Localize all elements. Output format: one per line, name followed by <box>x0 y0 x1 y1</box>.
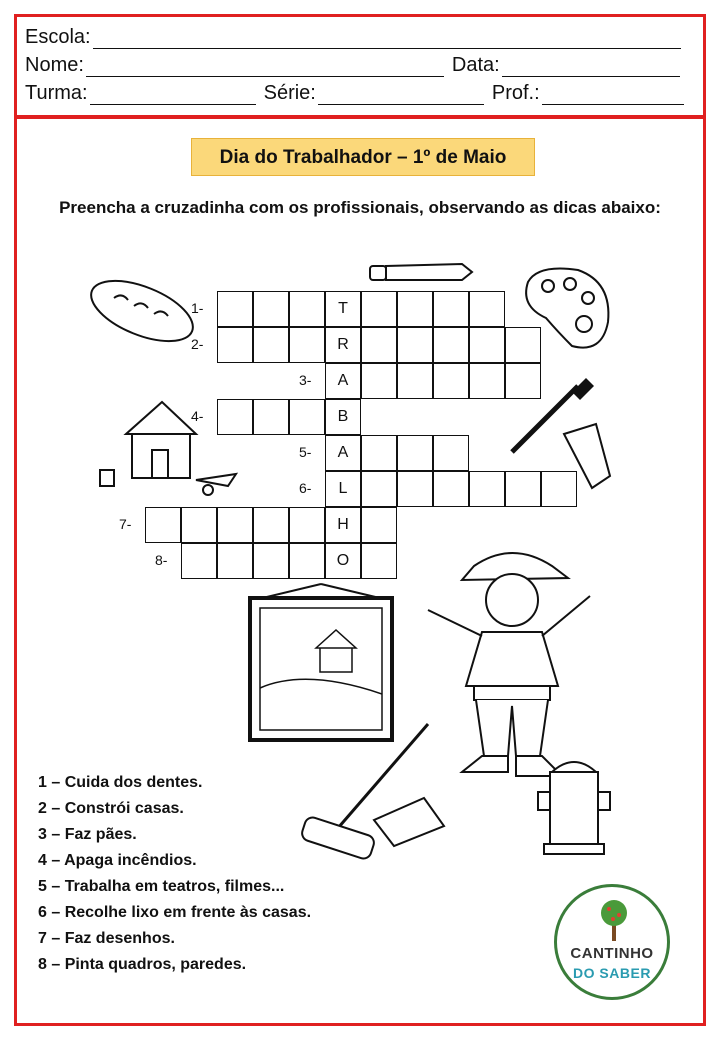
logo-line1: CANTINHO <box>570 945 654 962</box>
escola-line <box>25 26 681 49</box>
serie-field[interactable] <box>318 86 484 105</box>
nome-line <box>25 54 680 77</box>
clue-item: 4 – Apaga incêndios. <box>38 852 197 869</box>
crossword-key-cell: L <box>325 471 361 507</box>
clue-item: 6 – Recolhe lixo em frente às casas. <box>38 904 312 921</box>
crossword-key-cell: R <box>325 327 361 363</box>
clue-item: 5 – Trabalha em teatros, filmes... <box>38 878 285 895</box>
crossword-row-label: 5- <box>299 444 312 460</box>
house-construction-icon <box>96 394 246 498</box>
crossword-key-cell: A <box>325 363 361 399</box>
palette-icon <box>518 262 616 358</box>
fire-hydrant-icon <box>534 752 616 856</box>
crossword-row-label: 2- <box>191 336 204 352</box>
crossword-row-label: 6- <box>299 480 312 496</box>
clue-item: 7 – Faz desenhos. <box>38 930 175 947</box>
turma-field[interactable] <box>90 86 256 105</box>
crossword-key-cell: A <box>325 435 361 471</box>
escola-field[interactable] <box>93 30 681 49</box>
crossword-key-cell: H <box>325 507 361 543</box>
paintbrush-icon <box>506 376 618 494</box>
crossword-key-cell: O <box>325 543 361 579</box>
page-title: Dia do Trabalhador – 1º de Maio <box>191 138 535 176</box>
crossword-row-label: 7- <box>119 516 132 532</box>
paint-roller-icon <box>298 718 448 864</box>
turma-label: Turma: <box>25 82 88 104</box>
crossword-row-label: 8- <box>155 552 168 568</box>
clue-item: 1 – Cuida dos dentes. <box>38 774 203 791</box>
turma-line <box>25 82 684 105</box>
data-label: Data: <box>451 54 500 76</box>
crossword-key-cell: T <box>325 291 361 327</box>
data-field[interactable] <box>502 58 680 77</box>
logo-line2: DO SABER <box>573 965 651 981</box>
crossword-row-label: 4- <box>191 408 204 424</box>
nome-label: Nome: <box>25 54 84 76</box>
clue-item: 3 – Faz pães. <box>38 826 137 843</box>
nome-field[interactable] <box>86 58 444 77</box>
crossword-row-label: 3- <box>299 372 312 388</box>
bread-icon <box>84 276 200 346</box>
prof-field[interactable] <box>542 86 684 105</box>
paint-tube-icon <box>366 256 476 288</box>
instruction-text: Preencha a cruzadinha com os profissionais, observando as dicas abaixo: <box>59 198 661 217</box>
prof-label: Prof.: <box>491 82 540 104</box>
clue-item: 8 – Pinta quadros, paredes. <box>38 956 247 973</box>
cantinho-logo <box>554 884 670 1000</box>
serie-label: Série: <box>263 82 316 104</box>
crossword-key-cell: B <box>325 399 361 435</box>
tree-icon <box>599 897 629 943</box>
escola-label: Escola: <box>25 26 91 48</box>
clue-item: 2 – Constrói casas. <box>38 800 184 817</box>
crossword-row-label: 1- <box>191 300 204 316</box>
clues-list <box>38 770 311 978</box>
